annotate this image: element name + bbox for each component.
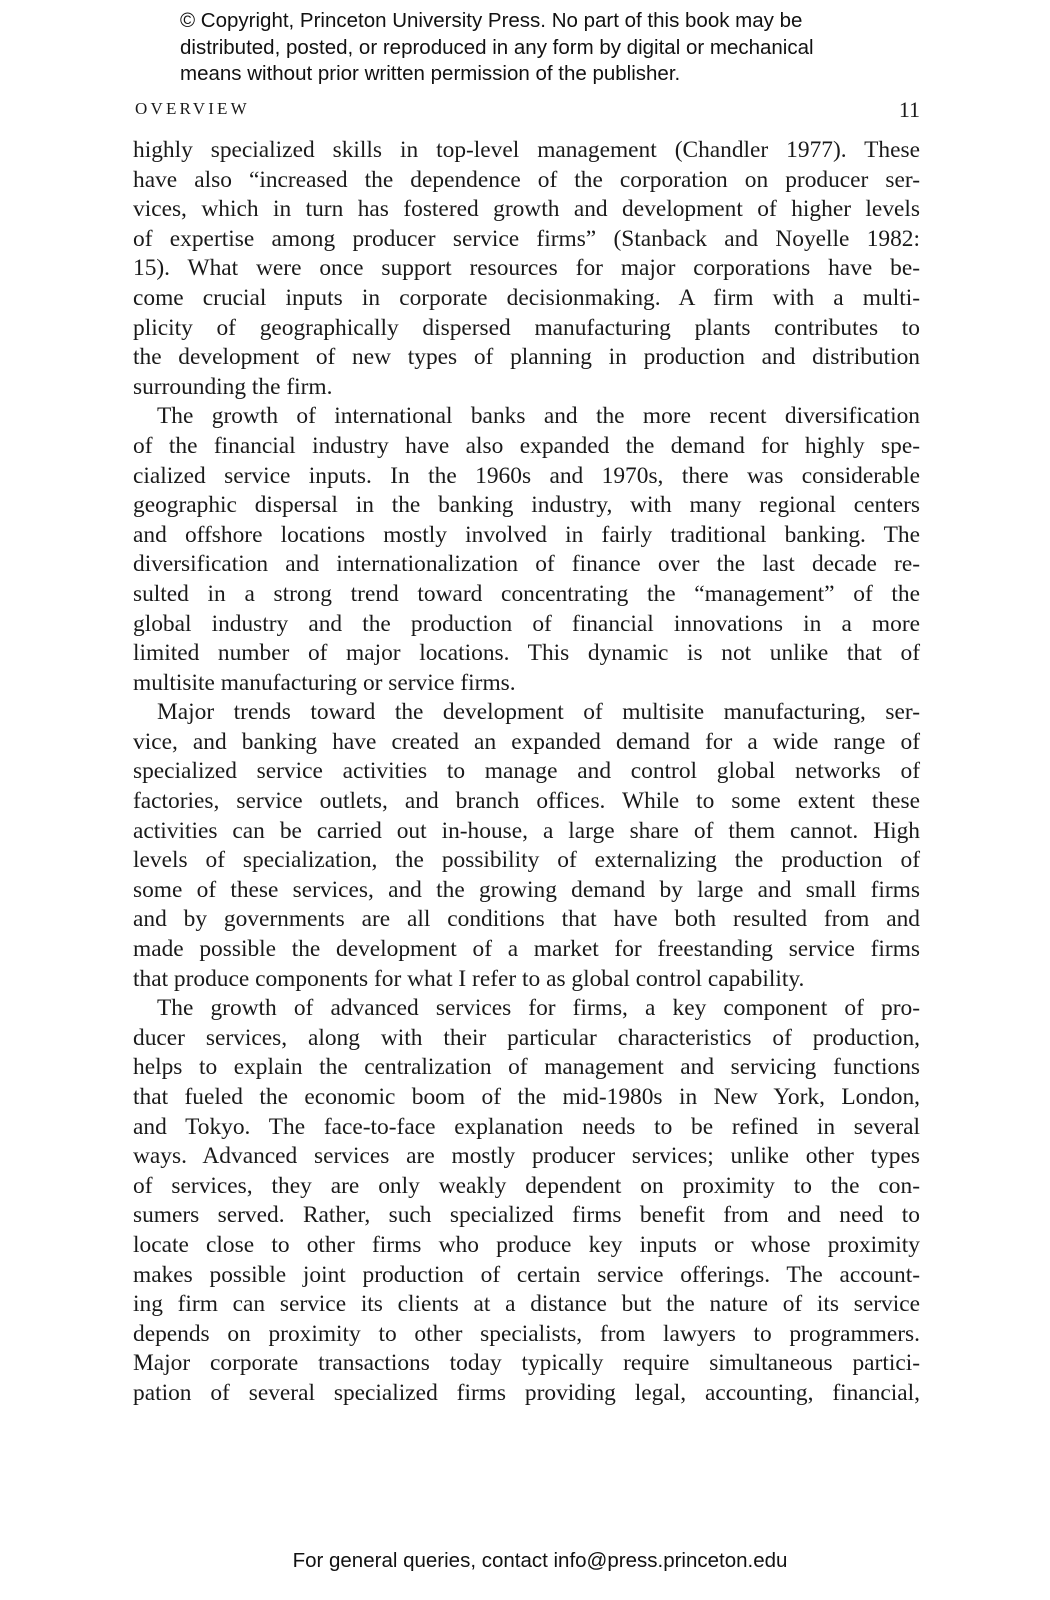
text-line: locate close to other firms who produce key inputs or whose proximity xyxy=(133,1231,920,1258)
text-line: The growth of advanced services for firms, a key component of pro- xyxy=(157,995,920,1022)
page-number: 11 xyxy=(898,97,920,122)
text-line: multisite manufacturing or service firms. xyxy=(133,669,516,696)
text-line: some of these services, and the growing demand by large and small firms xyxy=(133,876,920,903)
text-line: and Tokyo. The face-to-face explanation needs to be refined in several xyxy=(133,1113,920,1140)
text-line: ing firm can service its clients at a distance but the nature of its service xyxy=(133,1291,920,1318)
paragraph xyxy=(133,994,920,1408)
copyright-line: distributed, posted, or reproduced in any form by digital or mechanical xyxy=(180,35,814,59)
text-line: of expertise among producer service firms” (Stanback and Noyelle 1982: xyxy=(133,225,920,252)
text-line: ways. Advanced services are mostly producer services; unlike other types xyxy=(133,1143,920,1170)
text-line: levels of specialization, the possibility of externalizing the production of xyxy=(133,847,920,874)
text-line: makes possible joint production of certain service offerings. The account- xyxy=(133,1261,920,1288)
text-line: pation of several specialized firms providing legal, accounting, financial, xyxy=(133,1379,920,1406)
text-line: that produce components for what I refer to as global control capability. xyxy=(133,965,805,992)
text-line: limited number of major locations. This dynamic is not unlike that of xyxy=(133,640,920,667)
text-line: The growth of international banks and the more recent diversification xyxy=(157,403,920,430)
text-line: sulted in a strong trend toward concentrating the “management” of the xyxy=(133,580,920,607)
text-line: come crucial inputs in corporate decisionmaking. A firm with a multi- xyxy=(133,284,920,311)
text-line: vices, which in turn has fostered growth and development of higher levels xyxy=(133,196,920,223)
text-line: geographic dispersal in the banking industry, with many regional centers xyxy=(133,492,920,519)
text-line: global industry and the production of financial innovations in a more xyxy=(133,610,920,637)
paragraph xyxy=(133,698,920,994)
copyright-notice xyxy=(180,8,880,88)
text-line: of the financial industry have also expanded the demand for highly spe- xyxy=(133,432,920,459)
text-line: made possible the development of a market for freestanding service firms xyxy=(133,936,920,963)
text-line: specialized service activities to manage and control global networks of xyxy=(133,758,920,785)
text-line: activities can be carried out in-house, a large share of them cannot. High xyxy=(133,817,920,844)
text-line: cialized service inputs. In the 1960s and 1970s, there was considerable xyxy=(133,462,920,489)
text-line: Major trends toward the development of multisite manufacturing, ser- xyxy=(157,699,920,726)
text-line: vice, and banking have created an expanded demand for a wide range of xyxy=(133,728,920,755)
text-line: highly specialized skills in top-level management (Chandler 1977). These xyxy=(133,137,920,163)
body-text xyxy=(133,136,920,1409)
paragraph xyxy=(133,402,920,698)
footer-contact: For general queries, contact info@press.princeton.edu xyxy=(292,1549,788,1572)
text-line: the development of new types of planning in production and distribution xyxy=(133,344,920,371)
text-line: sumers served. Rather, such specialized firms benefit from and need to xyxy=(133,1202,920,1229)
text-line: and offshore locations mostly involved in fairly traditional banking. The xyxy=(133,521,920,548)
text-line: and by governments are all conditions that have both resulted from and xyxy=(133,906,920,933)
section-title: OVERVIEW xyxy=(135,99,250,118)
text-line: plicity of geographically dispersed manufacturing plants contributes to xyxy=(133,314,920,341)
text-line: have also “increased the dependence of the corporation on producer ser- xyxy=(133,166,920,193)
text-line: surrounding the firm. xyxy=(133,373,333,400)
text-line: diversification and internationalization of finance over the last decade re- xyxy=(133,551,920,578)
copyright-line: means without prior written permission of the publisher. xyxy=(180,62,681,85)
footer xyxy=(0,1549,1050,1573)
text-line: Major corporate transactions today typically require simultaneous partici- xyxy=(133,1350,920,1377)
running-head xyxy=(135,97,920,123)
text-line: helps to explain the centralization of management and servicing functions xyxy=(133,1054,920,1081)
text-line: of services, they are only weakly dependent on proximity to the con- xyxy=(133,1172,920,1199)
text-line: that fueled the economic boom of the mid-1980s in New York, London, xyxy=(133,1084,920,1110)
text-line: 15). What were once support resources for major corporations have be- xyxy=(133,255,920,282)
text-line: depends on proximity to other specialists, from lawyers to programmers. xyxy=(133,1320,920,1347)
copyright-line: © Copyright, Princeton University Press. No part of this book may be xyxy=(180,9,803,32)
paragraph xyxy=(133,136,920,402)
text-line: factories, service outlets, and branch offices. While to some extent these xyxy=(133,788,920,815)
text-line: ducer services, along with their particular characteristics of production, xyxy=(133,1024,920,1051)
